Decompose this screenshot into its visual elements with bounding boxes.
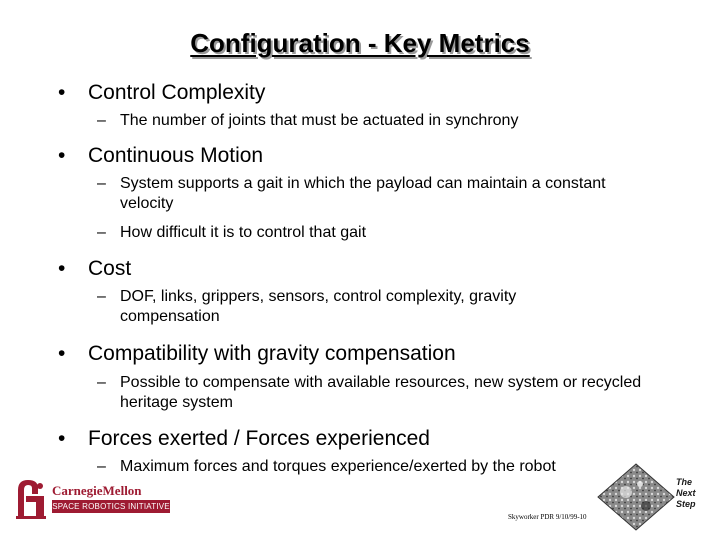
sub-item-text: The number of joints that must be actuated in synchrony [120,112,519,129]
bullet-glyph: • [58,257,66,280]
bullet-control-complexity [58,80,265,105]
bullet-glyph: • [58,81,66,104]
sub-item-text: Possible to compensate with available resources, new system or recycled heritage system [120,374,642,411]
dash-glyph: – [97,112,106,129]
sub-item [97,223,637,243]
bullet-glyph: • [58,342,66,365]
next-step-logo [596,462,676,532]
org-name: CarnegieMellon [52,483,142,498]
robotics-institute-logo [14,476,48,520]
slide-title: Configuration - Key Metrics [190,28,530,58]
bullet-gravity-compensation [58,341,456,366]
sub-item [97,373,642,413]
sub-item [97,287,597,327]
sub-item-text: Maximum forces and torques experience/exerted by the robot [120,458,556,475]
bullet-label: Forces exerted / Forces experienced [88,427,430,450]
dash-glyph: – [97,288,106,305]
tagline-word: Step [676,499,696,509]
sub-item-text: DOF, links, grippers, sensors, control complexity, gravity compensation [120,288,517,325]
bullet-glyph: • [58,427,66,450]
tagline-word: The [676,477,693,487]
sub-item-text: System supports a gait in which the payload can maintain a constant velocity [120,175,606,212]
sub-item-text: How difficult it is to control that gait [120,224,367,241]
bullet-label: Compatibility with gravity compensation [88,342,456,365]
bullet-continuous-motion [58,143,263,168]
bullet-label: Continuous Motion [88,144,264,167]
initiative-banner: SPACE ROBOTICS INITIATIVE [52,502,170,511]
bullet-label: Control Complexity [88,81,266,104]
sub-item [97,174,617,214]
dash-glyph: – [97,175,106,192]
bullet-glyph: • [58,144,66,167]
pdr-note: Skyworker PDR 9/10/99-10 [508,513,587,521]
dash-glyph: – [97,458,106,475]
sub-item [97,111,637,131]
bullet-label: Cost [88,257,132,280]
next-step-tagline [676,477,716,510]
sub-item [97,457,637,477]
dash-glyph: – [97,374,106,391]
dash-glyph: – [97,224,106,241]
bullet-forces [58,426,430,451]
tagline-word: Next [676,488,696,498]
bullet-cost [58,256,131,281]
